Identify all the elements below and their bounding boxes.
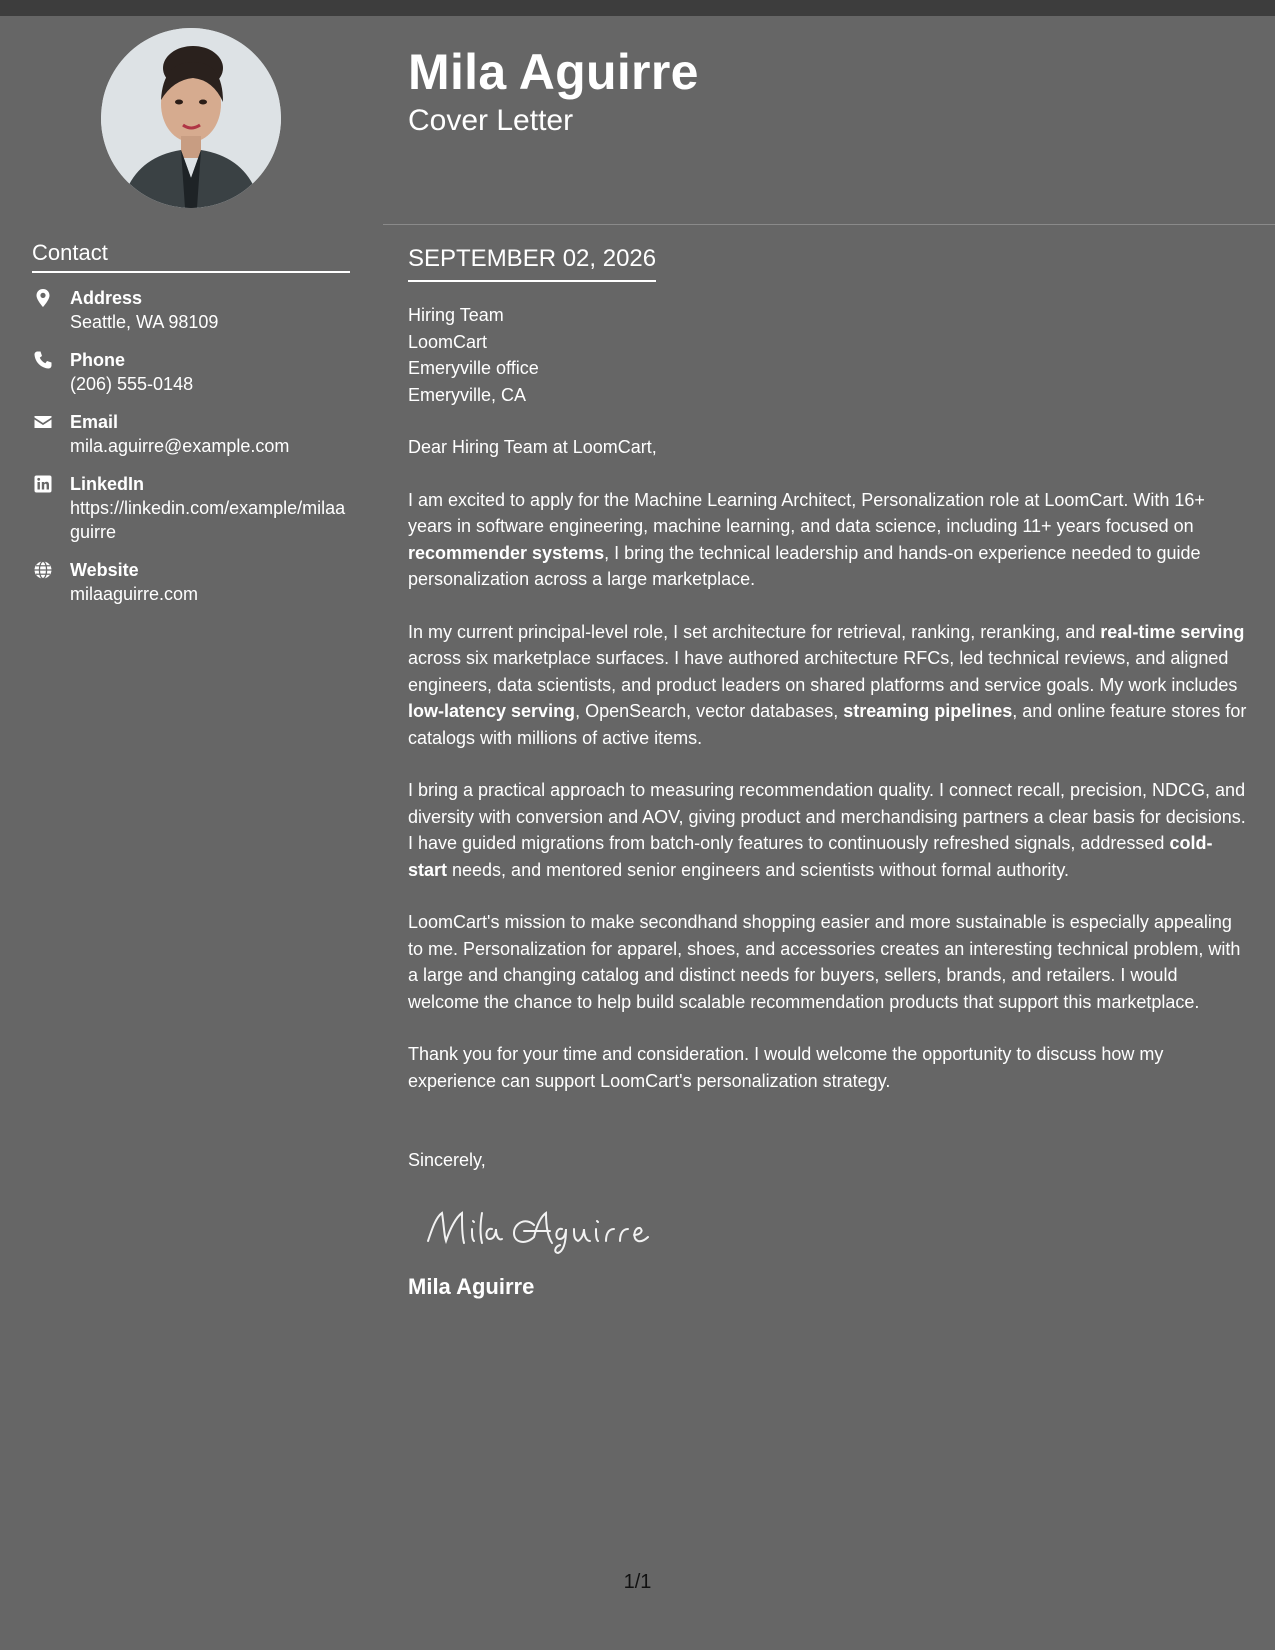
closing: Sincerely, [408,1150,486,1170]
greeting: Dear Hiring Team at LoomCart, [408,437,657,457]
top-bar [0,0,1275,16]
profile-photo-illustration [101,28,281,208]
bold-keyword: streaming pipelines [843,701,1013,721]
recipient-line: Emeryville, CA [408,384,527,405]
phone-icon [33,350,53,370]
contact-label: Website [70,560,139,580]
contact-item-email [32,410,352,458]
linkedin-icon [33,474,53,494]
paragraph-2 [408,619,1250,752]
contact-label: Email [70,412,119,432]
contact-label: Address [70,288,143,308]
header-divider [383,224,1275,225]
letter-body [408,244,1250,1301]
signer-name: Mila Aguirre [408,1274,535,1299]
letter-date: SEPTEMBER 02, 2026 [408,244,656,282]
text-run: I am excited to apply for the Machine Learning Architect, Personalization role at LoomCart. With 16+ years in software engineering, machine learning, and data science, including 11+ years focused on [408,489,1205,536]
paragraph-3 [408,777,1250,883]
text-run: In my current principal-level role, I set architecture for retrieval, ranking, reranking, and [408,621,1101,642]
sidebar [0,16,383,1650]
page-number: 1/1 [623,1571,652,1593]
contact-list [32,286,352,620]
contact-label: Phone [70,350,126,370]
text-run: , I bring the technical leadership and hands-on experience needed to guide personalization across a large marketplace. [408,542,1201,589]
paragraph-4: LoomCart's mission to make secondhand shopping easier and more sustainable is especially appealing to me. Personalization for apparel, shoes, and accessories creates an interesting technical problem, with a large and changing catalog and distinct needs for buyers, sellers, brands, and retailers. I would welcome the chance to help build scalable recommendation products that support this marketplace. [408,912,1241,1012]
document-subtitle: Cover Letter [408,104,574,137]
profile-photo [101,28,281,208]
globe-icon [33,560,53,580]
envelope-icon [33,412,53,432]
text-run: , and online feature stores for catalogs with millions of active items. [408,701,1247,748]
contact-value: (206) 555-0148 [70,374,194,394]
map-pin-icon [33,288,53,308]
applicant-name: Mila Aguirre [408,44,699,100]
recipient-line: LoomCart [408,331,488,352]
text-run: needs, and mentored senior engineers and scientists without formal authority. [447,859,1070,880]
text-run: , OpenSearch, vector databases, [575,701,844,721]
bold-keyword: real-time serving [1100,621,1245,642]
contact-item-linkedin [32,472,352,544]
paragraph-5: Thank you for your time and consideration. I would welcome the opportunity to discuss how my experience can support LoomCart's personalization strategy. [408,1044,1164,1091]
paragraph-1 [408,487,1250,593]
bold-keyword: recommender systems [408,542,605,563]
contact-item-website [32,558,352,606]
contact-item-phone [32,348,352,396]
recipient-line: Hiring Team [408,305,504,325]
text-run: I bring a practical approach to measuring recommendation quality. I connect recall, precision, NDCG, and diversity with conversion and AOV, giving product and merchandising partners a clear basis for decisions. I have guided migrations from batch-only features to continuously refreshed signals, addressed [408,780,1246,853]
contact-label: LinkedIn [70,474,145,494]
contact-value[interactable]: milaaguirre.com [70,584,199,604]
bold-keyword: low-latency serving [408,701,576,721]
contact-value: Seattle, WA 98109 [70,312,219,332]
recipient-line: Emeryville office [408,358,539,378]
contact-heading: Contact [32,240,350,273]
recipient-block [408,302,1250,408]
contact-value[interactable]: https://linkedin.com/example/milaaguirre [70,498,346,542]
bold-keyword: cold-start [408,833,1213,880]
text-run: across six marketplace surfaces. I have authored architecture RFCs, led technical reviews, and aligned engineers, data scientists, and product leaders on shared platforms and service goals. My work includes [408,648,1238,695]
handwritten-signature [422,1199,662,1259]
contact-item-address [32,286,352,334]
contact-value: mila.aguirre@example.com [70,436,290,456]
